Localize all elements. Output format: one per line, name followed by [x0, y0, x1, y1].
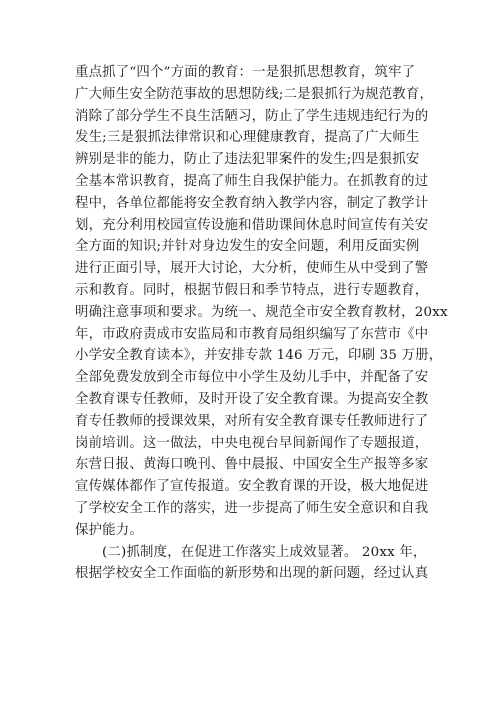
text-line: 岗前培训。这一做法，中央电视台早间新闻作了专题报道， — [75, 435, 429, 451]
text-line: 重点抓了“四个”方面的教育：一是狠抓思想教育，筑牢了 — [75, 65, 416, 80]
text-line: 示和教育。同时，根据节假日和季节特点，进行专题教育， — [75, 282, 429, 298]
text-line: 根据学校安全工作面临的新形势和出现的新问题，经过认真 — [75, 566, 429, 582]
text-line: 保护能力。 — [75, 522, 143, 538]
text-line: 全方面的知识;并针对身边发生的安全问题，利用反面实例 — [75, 239, 420, 255]
text-line: 了学校安全工作的落实，进一步提高了师生安全意识和自我 — [75, 500, 429, 516]
text-line: 小学安全教育读本》，并安排专款 146 万元，印刷 35 万册， — [75, 348, 443, 364]
text-line: 育专任教师的授课效果，对所有安全教育课专任教师进行了 — [75, 413, 429, 429]
document-body — [75, 62, 448, 585]
text-line: 明确注意事项和要求。为统一、规范全市安全教育教材，20xx — [75, 304, 448, 320]
text-line: 全基本常识教育，提高了师生自我保护能力。在抓教育的过 — [75, 173, 429, 189]
section-heading-line: (二)抓制度，在促进工作落实上成效显著。 20xx 年， — [102, 544, 427, 560]
text-line: 程中，各单位都能将安全教育纳入教学内容，制定了教学计 — [75, 195, 429, 211]
text-line: 全教育课专任教师，及时开设了安全教育课。为提高安全教 — [75, 391, 429, 407]
paragraph-1 — [75, 62, 448, 542]
paragraph-2 — [75, 542, 430, 586]
text-line: 消除了部分学生不良生活陋习，防止了学生违规违纪行为的 — [75, 108, 429, 124]
text-line: 广大师生安全防范事故的思想防线;二是狠抓行为规范教育， — [75, 86, 434, 102]
text-line: 进行正面引导，展开大讨论，大分析，使师生从中受到了警 — [75, 261, 429, 277]
text-line: 全部免费发放到全市每位中小学生及幼儿手中，并配备了安 — [75, 370, 429, 386]
text-line: 宣传媒体都作了宣传报道。安全教育课的开设，极大地促进 — [75, 479, 429, 495]
text-line: 年，市政府责成市安监局和市教育局组织编写了东营市《中 — [75, 326, 429, 342]
text-line: 东营日报、黄海口晚刊、鲁中晨报、中国安全生产报等多家 — [75, 457, 429, 473]
text-line: 划，充分利用校园宣传设施和借助课间休息时间宣传有关安 — [75, 217, 429, 233]
text-line: 发生;三是狠抓法律常识和心理健康教育，提高了广大师生 — [75, 130, 420, 146]
text-line: 辨别是非的能力，防止了违法犯罪案件的发生;四是狠抓安 — [75, 152, 420, 168]
